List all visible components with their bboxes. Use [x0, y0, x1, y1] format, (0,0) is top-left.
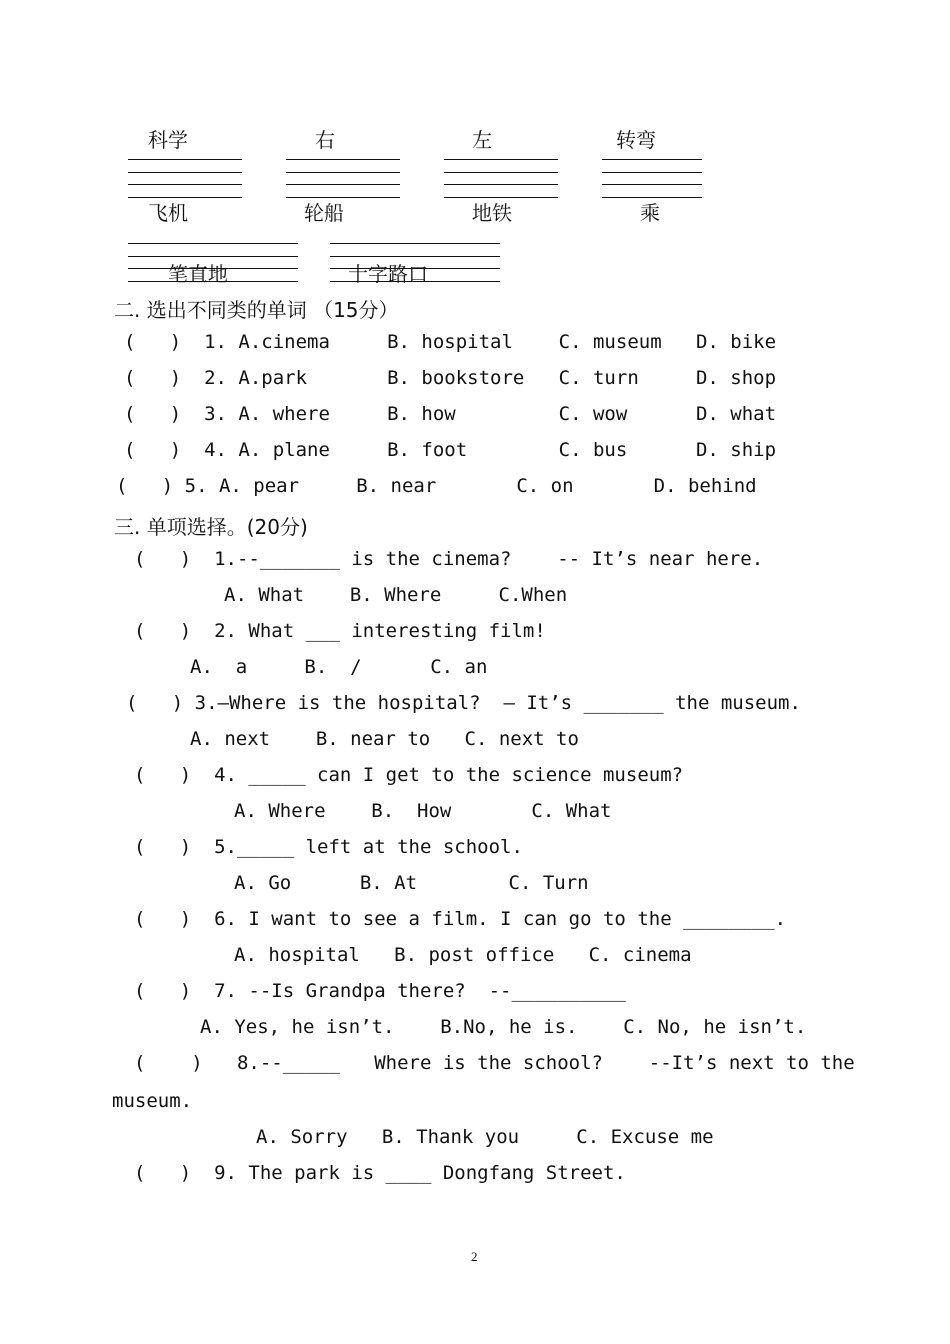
section2-item-2: ( ) 2. A.park B. bookstore C. turn D. shop	[124, 367, 777, 389]
section2-item-5: ( ) 5. A. pear B. near C. on D. behind	[116, 475, 757, 497]
vocab-science: 科学	[148, 128, 188, 152]
vocab-left: 左	[472, 128, 492, 152]
vocab-turn: 转弯	[616, 128, 656, 152]
vocab-crossing: 十字路口	[348, 262, 428, 286]
question-4: ( ) 4. _____ can I get to the science museum?	[134, 764, 684, 786]
vocab-straight: 笔直地	[168, 262, 228, 286]
question-2-options: A. a B. / C. an	[190, 656, 488, 678]
question-1: ( ) 1.--_______ is the cinema? -- It’s near here.	[134, 548, 764, 570]
vocab-ship: 轮船	[304, 201, 344, 225]
vocab-right: 右	[315, 128, 335, 152]
question-6: ( ) 6. I want to see a film. I can go to the ________.	[134, 908, 787, 930]
vocab-subway: 地铁	[472, 201, 512, 225]
question-5: ( ) 5._____ left at the school.	[134, 836, 523, 858]
question-7-options: A. Yes, he isn’t. B.No, he is. C. No, he isn’t.	[200, 1016, 807, 1038]
vocab-plane: 飞机	[148, 201, 188, 225]
question-3: ( ) 3.—Where is the hospital? — It’s _______ the museum.	[126, 692, 801, 714]
question-8-continued: museum.	[112, 1090, 193, 1112]
question-5-options: A. Go B. At C. Turn	[234, 872, 589, 894]
question-2: ( ) 2. What ___ interesting film!	[134, 620, 546, 642]
section2-title: 二. 选出不同类的单词 （15分）	[114, 298, 399, 322]
section2-item-3: ( ) 3. A. where B. how C. wow D. what	[124, 403, 777, 425]
question-7: ( ) 7. --Is Grandpa there? --__________	[134, 980, 626, 1002]
question-3-options: A. next B. near to C. next to	[190, 728, 579, 750]
question-1-options: A. What B. Where C.When	[224, 584, 568, 606]
question-9: ( ) 9. The park is ____ Dongfang Street.	[134, 1162, 626, 1184]
section2-item-4: ( ) 4. A. plane B. foot C. bus D. ship	[124, 439, 777, 461]
section2-item-1: ( ) 1. A.cinema B. hospital C. museum D. bike	[124, 331, 777, 353]
vocab-take: 乘	[640, 201, 660, 225]
question-6-options: A. hospital B. post office C. cinema	[234, 944, 692, 966]
question-8: ( ) 8.--_____ Where is the school? --It’s next to the	[134, 1052, 855, 1074]
section3-title: 三. 单项选择。(20分)	[114, 515, 308, 539]
question-8-options: A. Sorry B. Thank you C. Excuse me	[256, 1126, 714, 1148]
question-4-options: A. Where B. How C. What	[234, 800, 612, 822]
page-number: 2	[471, 1249, 478, 1264]
